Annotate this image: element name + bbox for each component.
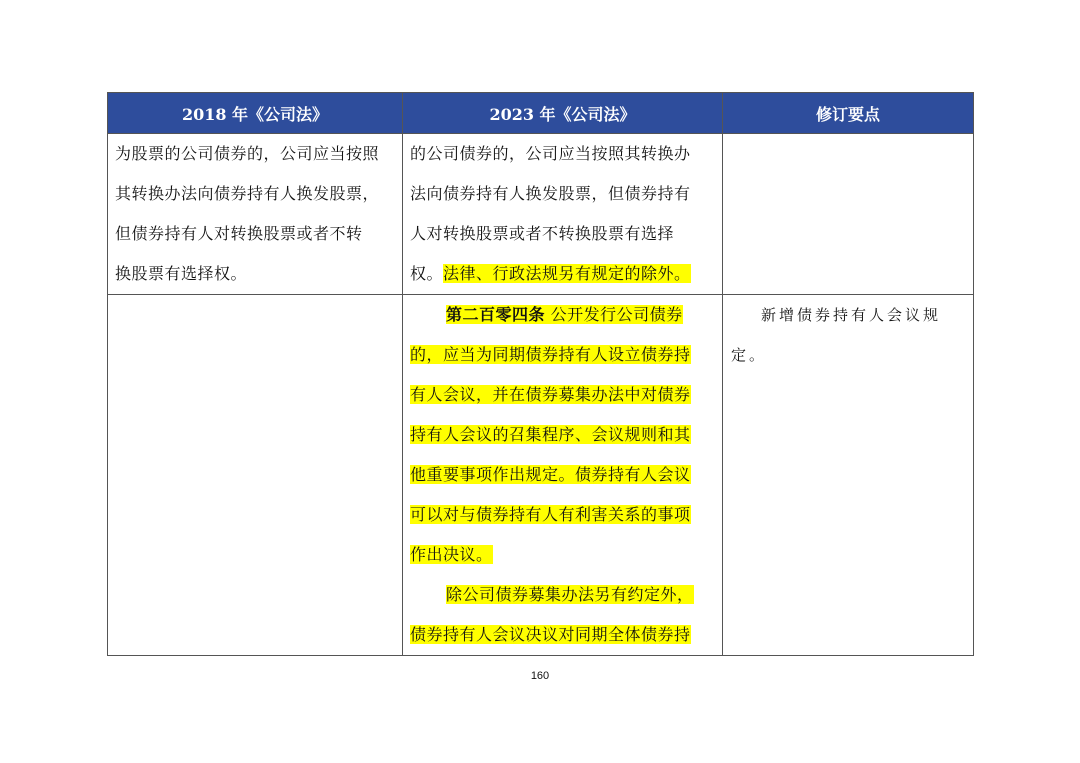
note-line: 新增债券持有人会议规 bbox=[761, 306, 942, 324]
text-line: 为股票的公司债券的，公司应当按照 bbox=[115, 144, 380, 163]
highlighted-text: 除公司债券募集办法另有约定外， bbox=[446, 585, 694, 604]
text-line: 法向债券持有人换发股票，但债券持有 bbox=[410, 184, 691, 203]
text-line bbox=[410, 415, 716, 455]
header-revision-points: 修订要点 bbox=[723, 93, 974, 134]
note-line: 定。 bbox=[731, 346, 768, 364]
table-row bbox=[108, 134, 974, 295]
highlighted-text: 债券持有人会议决议对同期全体债券持 bbox=[410, 625, 691, 644]
text-line bbox=[410, 455, 716, 495]
text-line bbox=[410, 615, 716, 655]
text-line bbox=[410, 535, 716, 575]
text-line bbox=[410, 575, 716, 615]
cell-2018-row1 bbox=[108, 134, 403, 295]
header-2023: 2023 年《公司法》 bbox=[403, 93, 723, 134]
text-line bbox=[410, 495, 716, 535]
text-line: 人对转换股票或者不转换股票有选择 bbox=[410, 224, 675, 243]
highlighted-text: 可以对与债券持有人有利害关系的事项 bbox=[410, 505, 691, 524]
highlighted-text: 的，应当为同期债券持有人设立债券持 bbox=[410, 345, 691, 364]
highlighted-text: 法律、行政法规另有规定的除外。 bbox=[443, 264, 691, 283]
comparison-table bbox=[107, 92, 974, 656]
text-plain: 权。 bbox=[410, 264, 444, 283]
highlighted-text: 他重要事项作出规定。债券持有人会议 bbox=[410, 465, 691, 484]
article-first-line bbox=[410, 295, 716, 335]
cell-2023-row2 bbox=[403, 295, 723, 656]
text-line bbox=[410, 254, 716, 294]
cell-note-row2 bbox=[723, 295, 974, 656]
text-line bbox=[410, 375, 716, 415]
table-header-row bbox=[108, 93, 974, 134]
text-line bbox=[410, 335, 716, 375]
highlighted-text: 公开发行公司债券 bbox=[545, 305, 683, 324]
highlighted-text: 作出决议。 bbox=[410, 545, 493, 564]
article-label: 第二百零四条 bbox=[446, 305, 546, 324]
header-2018: 2018 年《公司法》 bbox=[108, 93, 403, 134]
table-row bbox=[108, 295, 974, 656]
highlighted-text: 有人会议，并在债券募集办法中对债券 bbox=[410, 385, 691, 404]
cell-2018-row2 bbox=[108, 295, 403, 656]
text-line: 换股票有选择权。 bbox=[115, 264, 248, 283]
text-line: 但债券持有人对转换股票或者不转 bbox=[115, 224, 363, 243]
highlighted-text: 持有人会议的召集程序、会议规则和其 bbox=[410, 425, 691, 444]
cell-note-row1 bbox=[723, 134, 974, 295]
text-line: 的公司债券的，公司应当按照其转换办 bbox=[410, 144, 691, 163]
text-line: 其转换办法向债券持有人换发股票， bbox=[115, 184, 380, 203]
page-number: 160 bbox=[530, 670, 550, 682]
cell-2023-row1 bbox=[403, 134, 723, 295]
